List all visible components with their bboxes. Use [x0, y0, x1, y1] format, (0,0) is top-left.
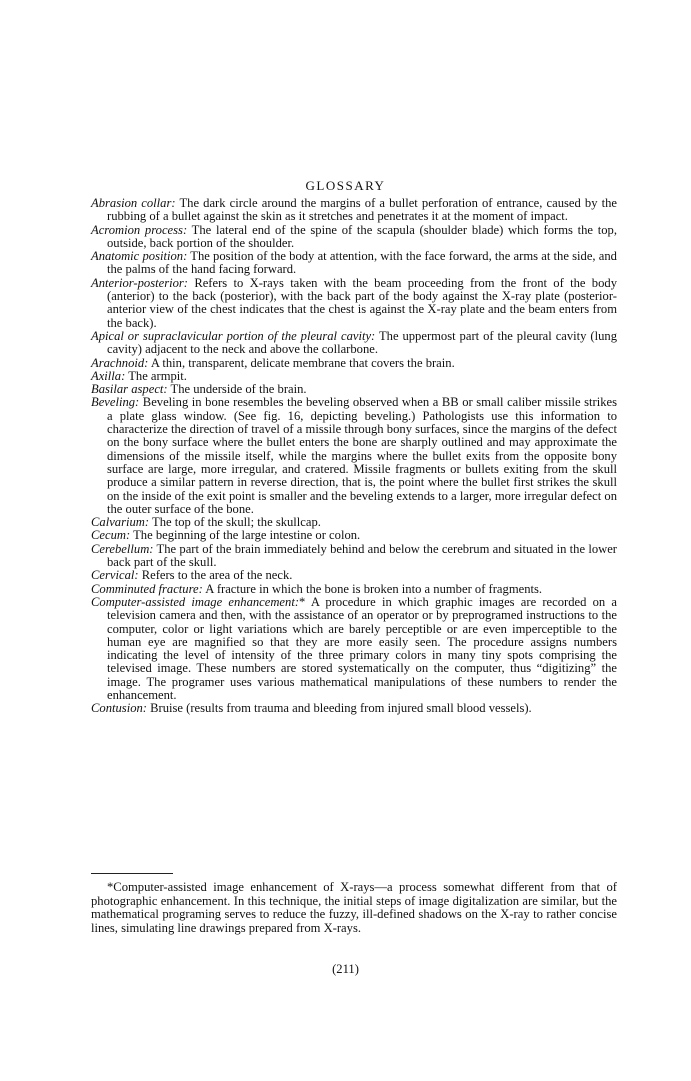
footnote: *Computer-assisted image enhancement of X-rays—a process somewhat different from that of photographic enhancement. In this technique, the initial steps of image digitalization are similar, but the mathematical programing serves to reduce the fuzzy, ill-defined shadows on the X-ray to rather concise lines, simulating line drawings prepared from X-rays.	[91, 880, 617, 935]
glossary-term: Contusion:	[91, 701, 147, 716]
glossary-definition: Beveling in bone resembles the beveling observed when a BB or small caliber missile strikes a plate glass window. (See fig. 16, depicting beveling.) Pathologists use this information to characterize the direction of travel of a missile through bony surfaces, since the margins of the defect on the bony surface where the bullet enters the bone are sharply outlined and may approximate the dimensions of the missile itself, while the margins where the bullet exits from the opposite bony surface are large, more irregular, and cratered. Missile fragments or bullets exiting from the skull produce a similar pattern in reverse direction, that is, the point where the bullet first strikes the skull on the inside of the exit point is smaller and the beveling extends to a larger, more irregular defect on the outer surface of the bone.	[107, 395, 617, 516]
glossary-definition: The beginning of the large intestine or colon.	[130, 528, 361, 543]
glossary-entry	[91, 702, 617, 715]
glossary-term: Abrasion collar:	[91, 196, 176, 210]
glossary-definition: Bruise (results from trauma and bleeding from injured small blood vessels).	[146, 701, 532, 716]
glossary-definition: The uppermost part of the pleural cavity (lung cavity) adjacent to the neck and above the collarbone.	[107, 328, 617, 357]
glossary-term: Anatomic position:	[91, 249, 188, 264]
glossary-entry	[91, 197, 617, 224]
glossary-term: Cerebellum:	[91, 541, 154, 556]
glossary-term: Basilar aspect:	[91, 382, 168, 397]
glossary-term: Anterior-posterior:	[91, 275, 188, 290]
glossary-entry	[91, 396, 617, 516]
glossary-term: Cecum:	[91, 528, 131, 543]
glossary-definition: The lateral end of the spine of the scapula (shoulder blade) which forms the top, outside, back portion of the shoulder.	[107, 222, 617, 250]
glossary-term: Comminuted fracture:	[91, 581, 203, 596]
glossary-term: Acromion process:	[91, 222, 188, 237]
glossary-definition: * A procedure in which graphic images are recorded on a television camera and then, with the assistance of an operator or by preprogramed instructions to the computer, color or light variations which are barely perceptible or are even imperceptible to the human eye are magnified so that they are more easily seen. The procedure assigns numbers indicating the level of intensity of the three primary colors in many tiny spots comprising the televised image. These numbers are stored systematically on the computer, thus “digitizing” the image. The programer uses various mathematical manipulations of these numbers to render the enhancement.	[107, 594, 617, 702]
glossary-entry	[91, 543, 617, 570]
glossary-entry	[91, 596, 617, 702]
glossary-entry	[91, 330, 617, 357]
glossary-term: Axilla:	[91, 368, 126, 383]
glossary-entry	[91, 357, 617, 370]
glossary-entry	[91, 529, 617, 542]
glossary-entry	[91, 224, 617, 251]
glossary-entry	[91, 583, 617, 596]
glossary-definition: The underside of the brain.	[167, 382, 307, 397]
glossary-definition: The top of the skull; the skullcap.	[149, 515, 321, 530]
glossary-term: Beveling:	[91, 395, 140, 410]
glossary-definition: The position of the body at attention, with the face forward, the arms at the side, and the palms of the hand facing forward.	[107, 249, 617, 277]
glossary-definition: A thin, transparent, delicate membrane that covers the brain.	[148, 355, 455, 370]
glossary-entry	[91, 277, 617, 330]
glossary-definition: A fracture in which the bone is broken into a number of fragments.	[202, 581, 543, 596]
glossary-definition: The dark circle around the margins of a bullet perforation of entrance, caused by the rubbing of a bullet against the skin as it stretches and penetrates it at the moment of impact.	[107, 196, 617, 224]
glossary-entry	[91, 569, 617, 582]
glossary-term: Computer-assisted image enhancement:	[91, 594, 300, 609]
glossary-entry	[91, 370, 617, 383]
glossary-term: Arachnoid:	[91, 355, 149, 370]
footnote-divider	[91, 873, 173, 874]
page-title: GLOSSARY	[305, 178, 386, 193]
glossary-entry	[91, 516, 617, 529]
glossary-definition: The part of the brain immediately behind and below the cerebrum and situated in the lower back part of the skull.	[107, 541, 617, 570]
glossary-entry	[91, 250, 617, 277]
glossary-entry	[91, 383, 617, 396]
glossary-definition: Refers to the area of the neck.	[138, 568, 293, 583]
glossary-term: Calvarium:	[91, 515, 150, 530]
glossary-term: Cervical:	[91, 568, 139, 583]
glossary-list	[91, 197, 617, 716]
glossary-definition: Refers to X-rays taken with the beam proceeding from the front of the body (anterior) to the back (posterior), with the back part of the body against the X-ray plate (posterior-anterior view of the chest indicates that the chest is against the X-ray plate and the beam enters from the back).	[107, 275, 617, 330]
glossary-term: Apical or supraclavicular portion of the pleural cavity:	[91, 328, 376, 343]
page-number: (211)	[332, 962, 359, 976]
glossary-definition: The armpit.	[125, 368, 187, 383]
